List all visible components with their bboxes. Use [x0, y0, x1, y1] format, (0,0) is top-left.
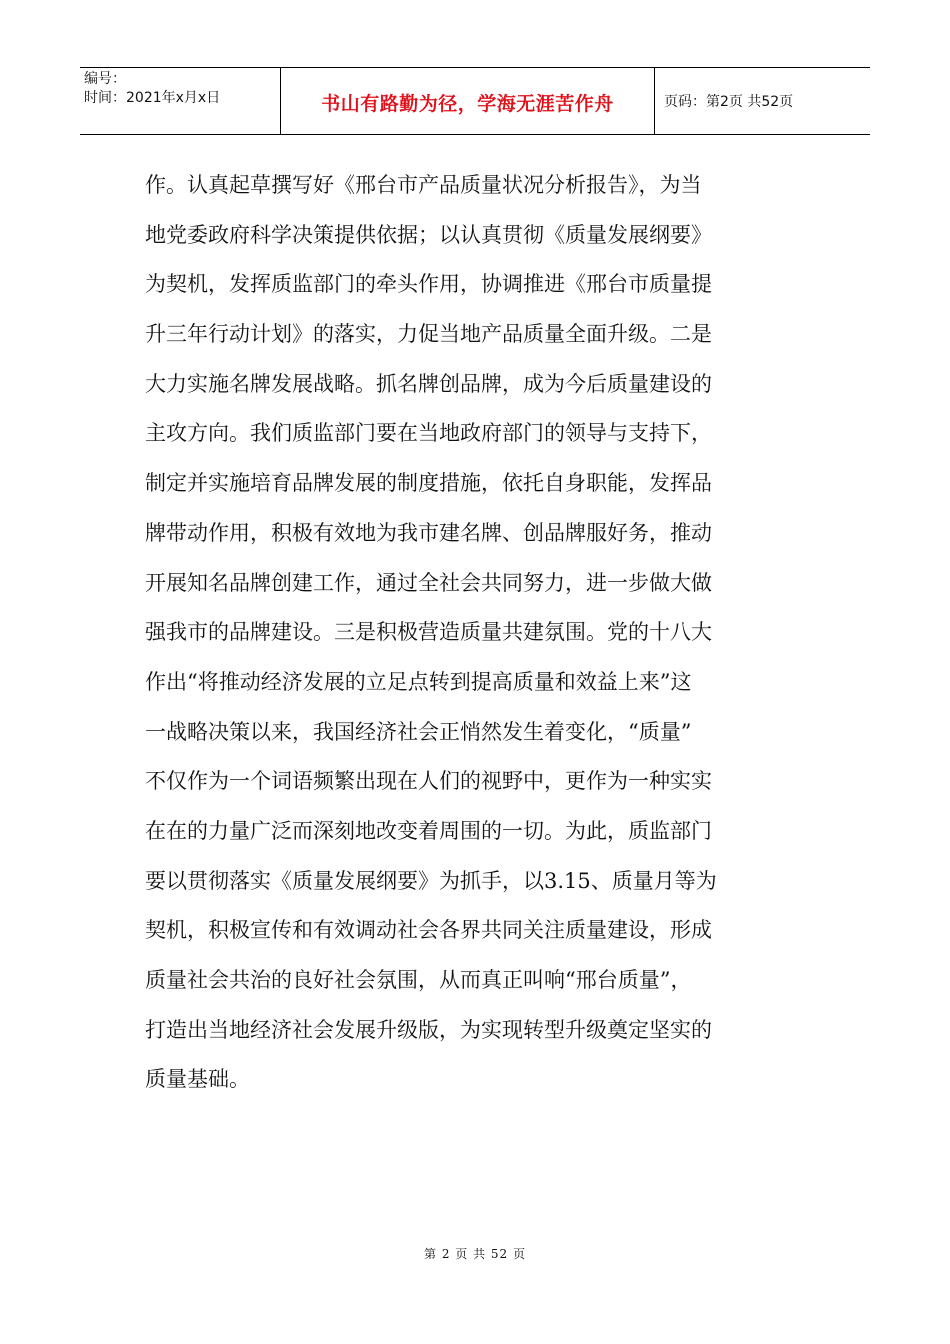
document-body — [145, 161, 805, 1105]
serial-label: 编号： — [84, 71, 126, 87]
body-line: 打造出当地经济社会发展升级版，为实现转型升级奠定坚实的 — [145, 1017, 712, 1042]
body-line: 作。认真起草撰写好《邢台市产品质量状况分析报告》，为当 — [145, 173, 702, 197]
body-line: 大力实施名牌发展战略。抓名牌创品牌，成为今后质量建设的 — [145, 371, 712, 396]
header-page-info: 页码：第2页 共52页 — [664, 94, 794, 110]
header-motto: 书山有路勤为径，学海无涯苦作舟 — [281, 68, 655, 134]
header-meta-cell — [80, 68, 281, 134]
date-label: 时间：2021年x月x日 — [84, 90, 221, 106]
body-line: 质量社会共治的良好社会氛围，从而真正叫响“邢台质量”， — [145, 968, 692, 992]
body-line: 不仅作为一个词语频繁出现在人们的视野中，更作为一种实实 — [145, 769, 712, 794]
body-line: 主攻方向。我们质监部门要在当地政府部门的领导与支持下， — [145, 421, 712, 446]
body-line: 作出“将推动经济发展的立足点转到提高质量和效益上来”这 — [145, 669, 692, 694]
body-line: 强我市的品牌建设。三是积极营造质量共建氛围。党的十八大 — [145, 620, 712, 645]
body-line: 要以贯彻落实《质量发展纲要》为抓手，以3.15、质量月等为 — [145, 868, 717, 893]
body-line: 在在的力量广泛而深刻地改变着周围的一切。为此，质监部门 — [145, 818, 712, 843]
body-line: 地党委政府科学决策提供依据；以认真贯彻《质量发展纲要》 — [145, 222, 712, 247]
body-line: 一战略决策以来，我国经济社会正悄然发生着变化，“质量” — [145, 719, 692, 744]
body-line: 为契机，发挥质监部门的牵头作用，协调推进《邢台市质量提 — [145, 272, 712, 297]
body-line: 升三年行动计划》的落实，力促当地产品质量全面升级。二是 — [145, 322, 712, 347]
body-line: 开展知名品牌创建工作，通过全社会共同努力，进一步做大做 — [145, 570, 712, 595]
document-header — [80, 67, 870, 135]
body-line: 制定并实施培育品牌发展的制度措施，依托自身职能，发挥品 — [145, 471, 712, 496]
page-footer: 第 2 页 共 52 页 — [424, 1247, 526, 1261]
body-line: 契机，积极宣传和有效调动社会各界共同关注质量建设，形成 — [145, 918, 712, 943]
body-line: 质量基础。 — [145, 1067, 250, 1092]
body-line: 牌带动作用，积极有效地为我市建名牌、创品牌服好务，推动 — [145, 520, 712, 545]
